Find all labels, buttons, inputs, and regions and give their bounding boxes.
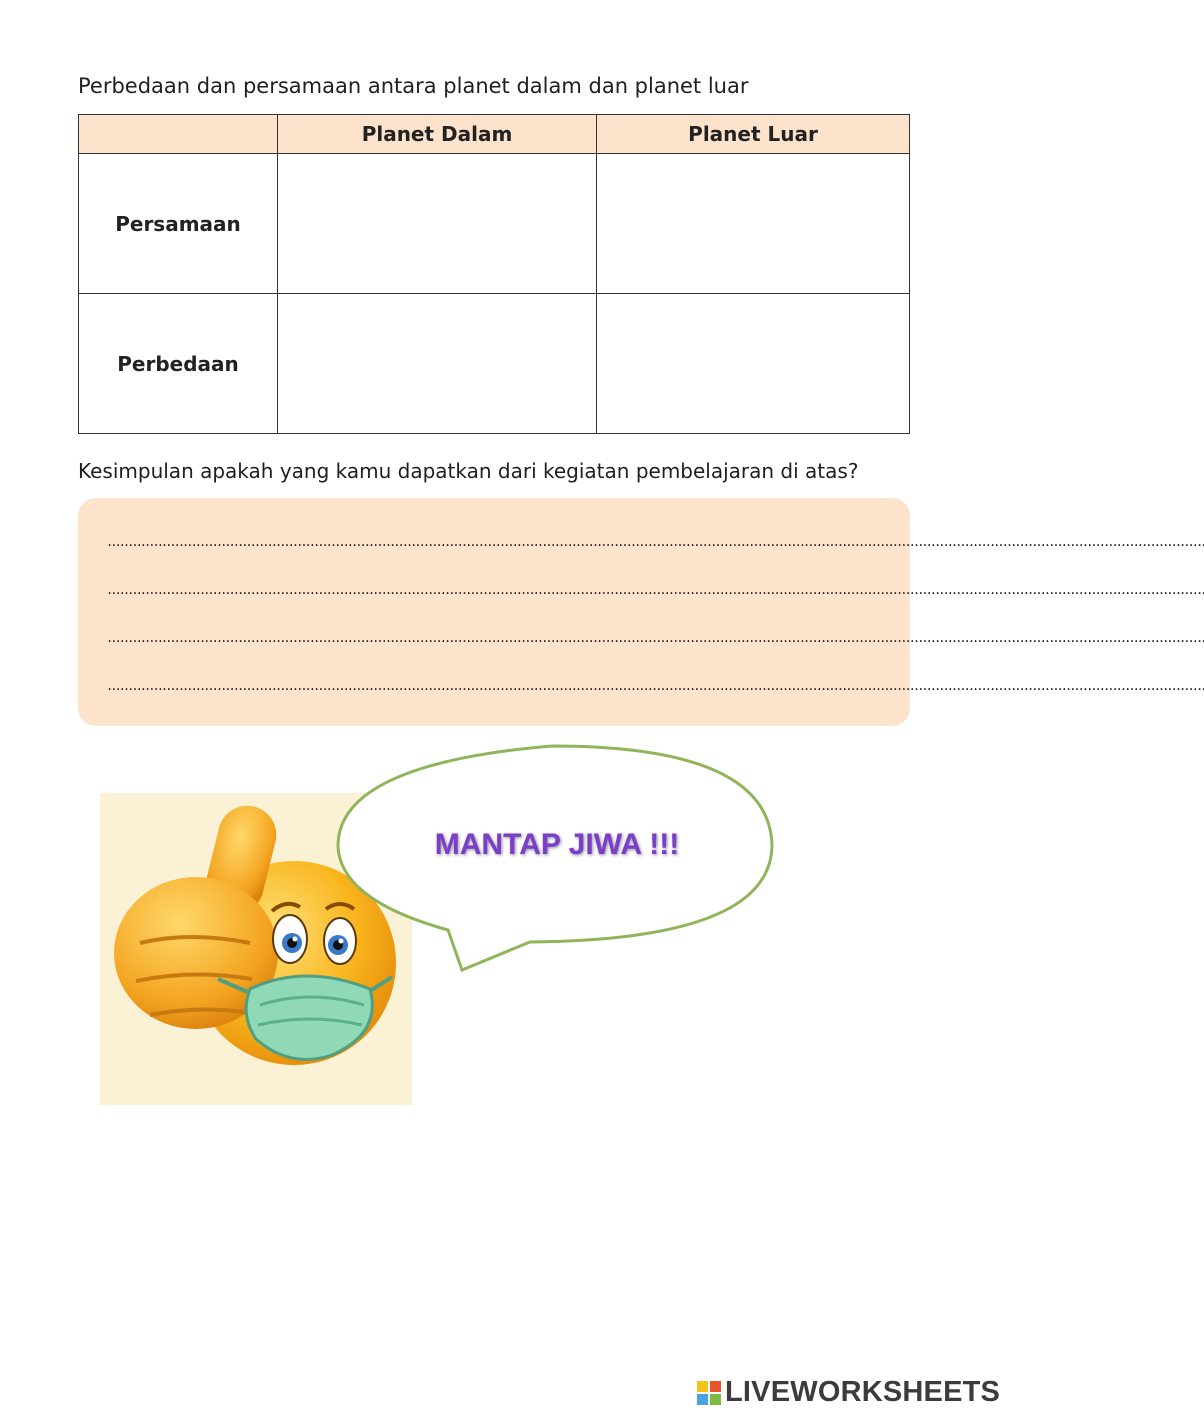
liveworksheets-logo (696, 1376, 1000, 1409)
row-label-persamaan: Persamaan (79, 154, 278, 294)
speech-bubble-text: MANTAP JIWA !!! (434, 828, 680, 861)
answer-cell-persamaan-luar[interactable] (597, 154, 910, 294)
conclusion-answer-box[interactable] (78, 498, 1204, 726)
answer-cell-perbedaan-dalam[interactable] (278, 294, 597, 434)
conclusion-question: Kesimpulan apakah yang kamu dapatkan dari kegiatan pembelajaran di atas? (78, 459, 859, 483)
liveworksheets-logo-icon (696, 1380, 722, 1406)
comparison-table (78, 114, 910, 434)
answer-cell-perbedaan-luar[interactable] (597, 294, 910, 434)
table-header-empty (79, 115, 278, 154)
table-row (79, 294, 910, 434)
table-header-row (79, 115, 910, 154)
table-row (79, 154, 910, 294)
dotted-answer-line: .................................................................................................................................................................................................................................................................... (106, 535, 1204, 549)
footer-brand: LIVEWORKSHEETS (725, 1376, 1001, 1408)
dotted-answer-line: .................................................................................................................................................................................................................................................................... (106, 679, 1204, 693)
table-header-planet-dalam: Planet Dalam (278, 115, 597, 154)
worksheet-heading: Perbedaan dan persamaan antara planet dalam dan planet luar (78, 74, 749, 98)
dotted-answer-line: .................................................................................................................................................................................................................................................................... (106, 631, 1204, 645)
dotted-answer-line: .................................................................................................................................................................................................................................................................... (106, 583, 1204, 597)
answer-cell-persamaan-dalam[interactable] (278, 154, 597, 294)
row-label-perbedaan: Perbedaan (79, 294, 278, 434)
table-header-planet-luar: Planet Luar (597, 115, 910, 154)
